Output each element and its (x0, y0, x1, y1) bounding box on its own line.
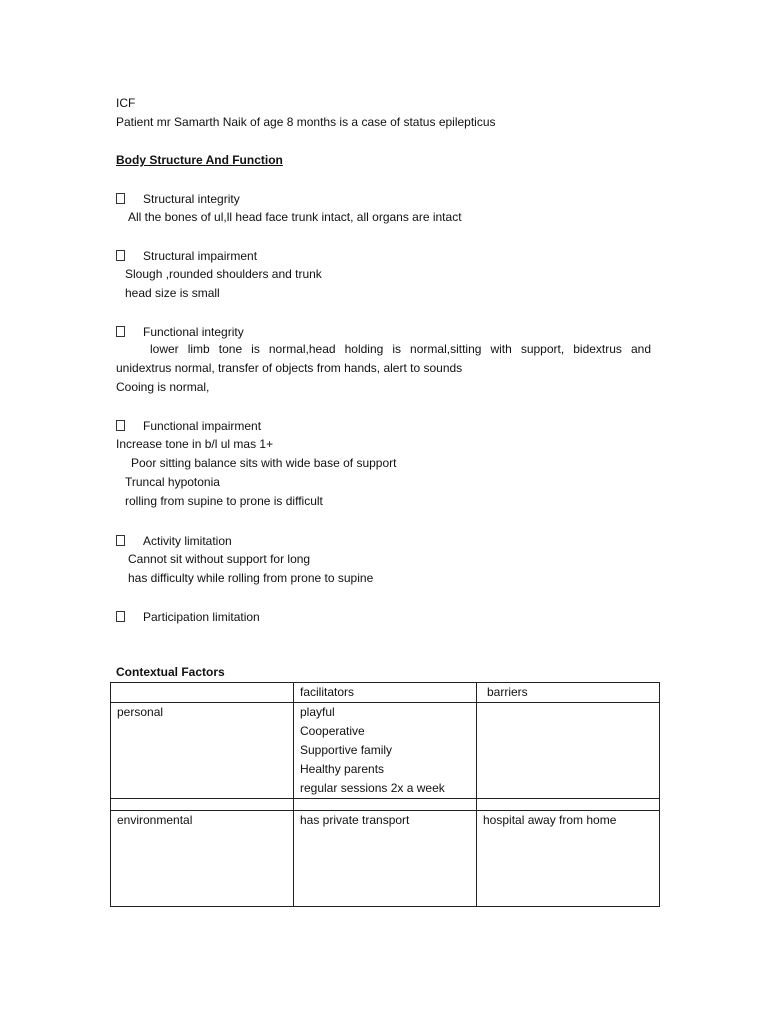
table-cell-barriers (477, 811, 660, 907)
cell-line: hospital away from home (483, 813, 617, 827)
item-line: Slough ,rounded shoulders and trunk (125, 267, 322, 281)
contextual-factors-table (110, 682, 660, 907)
item-line: Cooing is normal, (116, 380, 210, 394)
item-line: unidextrus normal, transfer of objects from hands, alert to sounds (116, 361, 463, 375)
item-label-participation-limitation: Participation limitation (143, 610, 260, 624)
cell-line: Supportive family (300, 743, 393, 757)
item-line: has difficulty while rolling from prone to supine (128, 571, 374, 585)
bullet-icon (116, 420, 125, 431)
cell-line: regular sessions 2x a week (300, 781, 445, 795)
item-line: Increase tone in b/l ul mas 1+ (116, 437, 274, 451)
table-cell-label: environmental (111, 811, 294, 907)
item-line: Poor sitting balance sits with wide base of support (131, 456, 397, 470)
bullet-icon (116, 535, 125, 546)
intro-text: Patient mr Samarth Naik of age 8 months is a case of status epilepticus (116, 115, 496, 129)
table-header-cell: facilitators (294, 683, 477, 703)
item-label-functional-integrity: Functional integrity (143, 325, 244, 339)
table-row (111, 799, 660, 811)
bullet-icon (116, 250, 125, 261)
item-line: All the bones of ul,ll head face trunk intact, all organs are intact (128, 210, 462, 224)
doc-title: ICF (116, 96, 136, 110)
table-cell-label: personal (111, 703, 294, 799)
cell-line: Healthy parents (300, 762, 385, 776)
bullet-icon (116, 193, 125, 204)
bullet-icon (116, 611, 125, 622)
table-cell-facilitators (294, 799, 477, 811)
table-row (111, 703, 660, 799)
table-header-cell (111, 683, 294, 703)
item-line: rolling from supine to prone is difficult (125, 494, 323, 508)
cell-line: Cooperative (300, 724, 365, 738)
bullet-icon (116, 326, 125, 337)
item-label-structural-impairment: Structural impairment (143, 249, 258, 263)
table-header-cell: barriers (477, 683, 660, 703)
table-cell-facilitators (294, 811, 477, 907)
item-line: head size is small (125, 286, 220, 300)
item-label-activity-limitation: Activity limitation (143, 534, 232, 548)
item-label-functional-impairment: Functional impairment (143, 419, 262, 433)
item-label-structural-integrity: Structural integrity (143, 192, 240, 206)
contextual-heading: Contextual Factors (116, 665, 225, 679)
table-cell-facilitators (294, 703, 477, 799)
cell-line: has private transport (300, 813, 410, 827)
table-cell-label (111, 799, 294, 811)
cell-line: playful (300, 705, 335, 719)
item-line: lower limb tone is normal,head holding is normal,sitting with support, bidextrus and (150, 342, 651, 356)
table-cell-barriers (477, 703, 660, 799)
item-line: Truncal hypotonia (125, 475, 220, 489)
item-line: Cannot sit without support for long (128, 552, 311, 566)
table-row (111, 811, 660, 907)
table-cell-barriers (477, 799, 660, 811)
table-header-row (111, 683, 660, 703)
section-heading: Body Structure And Function (116, 153, 283, 167)
